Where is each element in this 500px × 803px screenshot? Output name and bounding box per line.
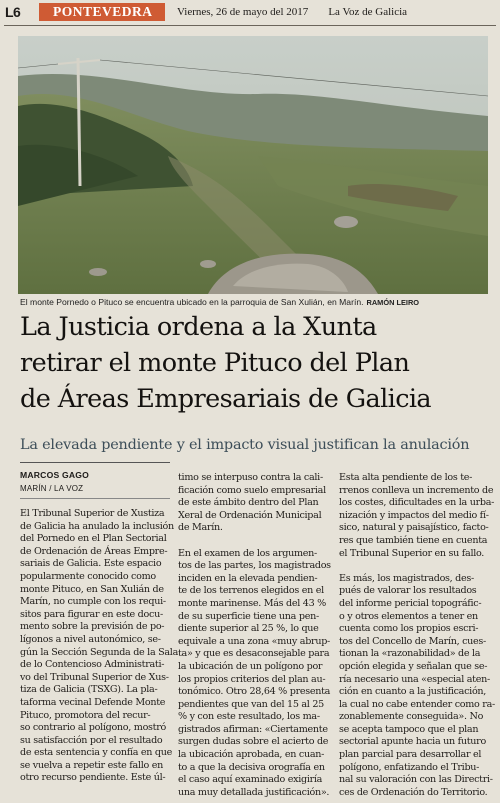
body-text-line: se acepta tampoco que el plan — [339, 723, 479, 735]
body-text-line: el Tribunal Superior en su fallo. — [339, 547, 485, 559]
body-text-line: to a que la decisiva orografía en — [178, 761, 325, 773]
body-text-line: surgen dudas sobre el acierto de — [178, 736, 329, 748]
page-header — [0, 0, 500, 24]
body-text-line: ción en cuanto a la justificación, — [339, 686, 487, 698]
body-text-line: la ubicación de un polígono por — [178, 660, 323, 672]
body-text-line: plan parcial para desarrollar el — [339, 749, 482, 761]
body-text-line: Pituco, promotora del recur- — [20, 709, 151, 721]
newspaper-name: La Voz de Galicia — [328, 6, 408, 18]
body-text-line: tos de las partes, los magistrados — [178, 560, 331, 572]
body-text-line: gistrados afirman: «Ciertamente — [178, 723, 328, 735]
body-text-line: del informe pericial topográfic- — [339, 597, 482, 609]
body-text-line: timo se interpuso contra la cali- — [178, 472, 323, 483]
body-text-line: res que también tiene en cuenta — [339, 534, 488, 546]
body-text-line: de su superficie tiene una pen- — [178, 610, 319, 622]
body-text-line: de Ordenación de Áreas Empre- — [20, 545, 168, 557]
body-text-line: Esta alta pendiente de los te- — [339, 472, 473, 483]
body-text-line: la cual no cabe entender como ra- — [339, 698, 495, 710]
body-text-line: tos del Concello de Marín, cues- — [339, 635, 486, 647]
body-text-line: monte marinense. Más del 43 % — [178, 597, 326, 609]
body-column-1 — [20, 508, 179, 785]
byline-divider-bottom — [20, 498, 170, 499]
body-text-line: se vuelva a repetir este fallo en — [20, 759, 163, 771]
headline-line: La Justicia ordena a la Xunta — [20, 312, 377, 342]
body-text-line: En el examen de los argumen- — [178, 547, 317, 559]
body-text-line: zonablemente conseguida». No — [339, 711, 484, 723]
body-text-line: nal su valoración con las Directri- — [339, 774, 493, 786]
body-text-line: opción elegida y señalan que se- — [339, 660, 488, 672]
caption-text: El monte Pornedo o Pituco se encuentra ubicado en la parroquia de San Xulián, en Marín. — [20, 297, 364, 307]
body-column-3 — [339, 472, 495, 799]
body-text-line: de Marín. — [178, 522, 223, 534]
headline-line: retirar el monte Pituco del Plan — [20, 348, 410, 378]
body-text-line: pués de valorar los resultados — [339, 585, 477, 597]
body-text-line: ría necesario una «especial aten- — [339, 673, 490, 685]
body-text-line: de lo Contencioso Administrati- — [20, 659, 165, 671]
body-text-line: tiza de Galicia (TSXG). La pla- — [20, 684, 158, 696]
body-text-line: polígono, enfatizando el Tribu- — [339, 761, 480, 773]
headline-line: de Áreas Empresariais de Galicia — [20, 384, 432, 414]
body-text-line: El Tribunal Superior de Xustiza — [20, 508, 165, 519]
body-text-line: sariais de Galicia. Este espacio — [20, 558, 162, 570]
photo-caption — [20, 297, 490, 307]
body-text-line: sectorial apunte hacia un futuro — [339, 736, 486, 748]
byline-divider — [20, 462, 170, 463]
body-text-line: inciden en la elevada pendien- — [178, 572, 318, 584]
body-text-line: taforma vecinal Defende Monte — [20, 696, 166, 708]
article-photo — [18, 36, 488, 294]
body-text-line: Xeral de Ordenación Municipal — [178, 509, 322, 521]
body-text-line: o y otros elementos a tener en — [339, 610, 478, 622]
body-text-line: tionan la «razonabilidad» de la — [339, 648, 481, 660]
body-text-line: la ubicación aprobada, en cuan- — [178, 749, 325, 761]
article-headline — [20, 309, 492, 417]
body-text-line: el caso aquí examinado exigiría — [178, 774, 323, 786]
page-number: L6 — [5, 4, 21, 20]
body-text-line: del Pornedo en el Plan Sectorial — [20, 533, 167, 545]
body-text-line: de esta sentencia y confía en que — [20, 747, 172, 759]
body-text-line: % y con este resultado, los ma- — [178, 711, 320, 723]
body-text-line: nización y impactos del medio fí- — [339, 509, 489, 521]
body-text-line: sitos para figurar en este docu- — [20, 608, 163, 620]
body-text-line — [178, 535, 330, 548]
body-text-line: ces de Ordenación do Territorio. — [339, 786, 488, 798]
byline-location: MARÍN / LA VOZ — [20, 484, 84, 493]
body-text-line: los propios criterios del plan au- — [178, 673, 326, 685]
body-text-line: lígonos a nivel autonómico, se- — [20, 633, 161, 645]
body-text-line: ficación como suelo empresarial — [178, 484, 326, 496]
hillside-photo-illustration — [18, 36, 488, 294]
body-text-line: gún la Sección Segunda de la Sala — [20, 646, 179, 658]
issue-date: Viernes, 26 de mayo del 2017 — [177, 6, 309, 18]
section-label: PONTEVEDRA — [39, 3, 165, 21]
body-text-line: ta» y que es desaconsejable para — [178, 648, 330, 660]
body-text-line: mento sobre la previsión de po- — [20, 621, 165, 633]
body-text-line: vo del Tribunal Superior de Xus- — [20, 671, 169, 683]
body-text-line: tonómico. Otro 28,64 % presenta — [178, 686, 331, 698]
body-text-line: popularmente conocido como — [20, 570, 156, 582]
body-text-line: los costes, dificultades en la urba- — [339, 497, 495, 509]
body-text-line: Marín, no cumple con los requi- — [20, 596, 166, 608]
body-text-line: monte Pituco, en San Xulián de — [20, 583, 164, 595]
body-text-line: una muy detallada justificación». — [178, 786, 330, 798]
body-text-line: de este ámbito dentro del Plan — [178, 497, 319, 509]
body-text-line: rrenos conlleva un incremento de — [339, 484, 494, 496]
body-text-line: equivale a una zona «muy abrup- — [178, 635, 330, 647]
article-subheadline: La elevada pendiente y el impacto visual justifican la anulación — [20, 437, 470, 453]
body-column-2 — [178, 472, 330, 799]
body-text-line: sico, natural y paisajístico, facto- — [339, 522, 489, 534]
body-text-line — [339, 560, 489, 573]
body-text-line: so contrario al polígono, mostró — [20, 722, 166, 734]
body-text-line: Es más, los magistrados, des- — [339, 572, 474, 584]
header-divider — [4, 25, 496, 26]
body-text-line: pendientes que van del 15 al 25 — [178, 698, 324, 710]
photo-credit: RAMÓN LEIRO — [366, 298, 420, 307]
body-text-line: de Galicia ha anulado la inclusión — [20, 520, 174, 532]
body-text-line: su satisfacción por el resultado — [20, 734, 163, 746]
body-text-line: diente superior al 25 %, lo que — [178, 623, 319, 635]
body-text-line: otro recurso pendiente. Este úl- — [20, 772, 166, 784]
byline-author: MARCOS GAGO — [20, 470, 90, 480]
body-text-line: te de los terrenos elegidos en el — [178, 585, 324, 597]
body-text-line: cuenta como los propios escri- — [339, 623, 479, 635]
